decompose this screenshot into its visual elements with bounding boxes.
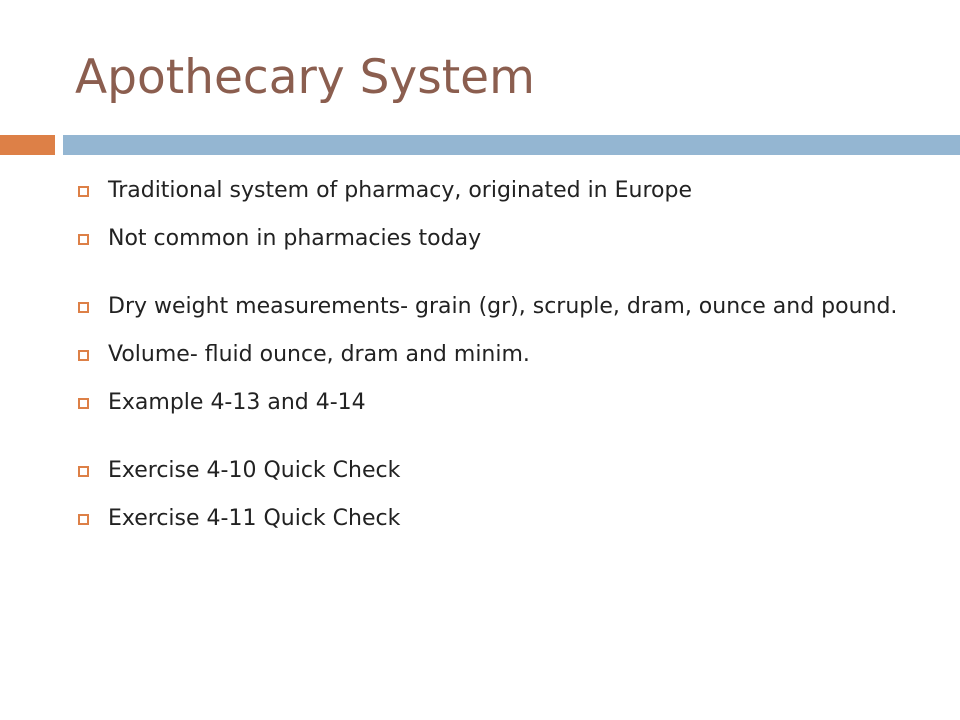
bullet-list: [75, 174, 935, 550]
hollow-square-icon: [78, 514, 89, 525]
hollow-square-icon: [78, 234, 89, 245]
bullet-item: [75, 338, 935, 372]
bullet-text: Exercise 4-10 Quick Check: [108, 458, 401, 483]
hollow-square-icon: [78, 350, 89, 361]
hollow-square-icon: [78, 466, 89, 477]
bullet-text: Dry weight measurements- grain (gr), scruple, dram, ounce and pound.: [108, 294, 898, 319]
accent-bar-orange: [0, 135, 55, 155]
bullet-item: [75, 222, 935, 256]
hollow-square-icon: [78, 302, 89, 313]
hollow-square-icon: [78, 398, 89, 409]
bullet-item: [75, 174, 935, 208]
hollow-square-icon: [78, 186, 89, 197]
accent-bar-blue: [63, 135, 960, 155]
slide-title: Apothecary System: [75, 50, 535, 105]
bullet-item: [75, 502, 935, 536]
bullet-text: Not common in pharmacies today: [108, 226, 482, 251]
bullet-item: [75, 454, 935, 488]
bullet-text: Volume- fluid ounce, dram and minim.: [108, 342, 530, 367]
bullet-text: Traditional system of pharmacy, originated in Europe: [108, 178, 692, 203]
bullet-item: [75, 290, 935, 324]
bullet-item: [75, 386, 935, 420]
bullet-text: Example 4-13 and 4-14: [108, 390, 366, 415]
bullet-text: Exercise 4-11 Quick Check: [108, 506, 401, 531]
